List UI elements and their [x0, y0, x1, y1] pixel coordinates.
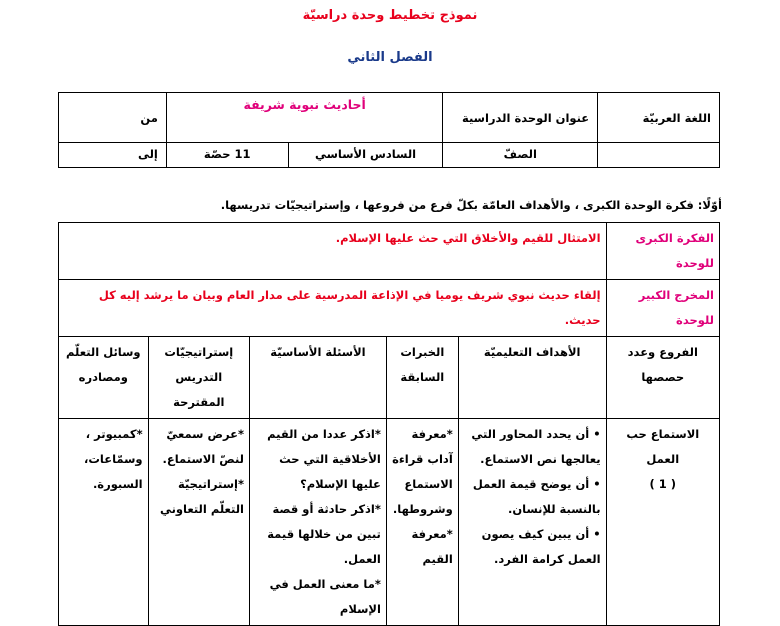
row1-strategies [148, 419, 249, 626]
periods-value: 11 حصّة [166, 143, 288, 168]
row1-questions [249, 419, 386, 626]
big-output-label: المخرج الكبير للوحدة [606, 280, 719, 337]
page-title: نموذج تخطيط وحدة دراسيّة [302, 8, 478, 23]
grade-label: الصفّ [443, 143, 598, 168]
row1-prior-item: *معرفة آداب قراءة الاستماع وشروطها. [392, 427, 453, 516]
row1-prior [386, 419, 458, 626]
big-idea-label: الفكرة الكبرى للوحدة [606, 223, 719, 280]
row1-objective: • أن يحدد المحاور التي يعالجها نص الاستماع. [471, 427, 601, 466]
to-label: إلى [59, 143, 167, 168]
row1-resources [59, 419, 149, 626]
row1-branch-count: ( 1 ) [649, 477, 677, 491]
unit-info-table [58, 92, 720, 168]
row1-question: *ما معنى العمل في الإسلام [269, 577, 381, 616]
col-prior: الخبرات السابقة [386, 337, 458, 419]
col-branches: الفروع وعدد حصصها [606, 337, 719, 419]
row1-objective: • أن يبين كيف يصون العمل كرامة الفرد. [481, 527, 601, 566]
col-strategies: إستراتيجيّات التدريس المقترحة [148, 337, 249, 419]
row1-objectives [458, 419, 606, 626]
col-resources: وسائل التعلّم ومصادره [59, 337, 149, 419]
row1-branch [606, 419, 719, 626]
col-objectives: الأهداف التعليميّة [458, 337, 606, 419]
from-label: من [59, 93, 167, 143]
row1-question: *اذكر حادثة أو قصة تبين من خلالها قيمة العمل. [267, 502, 381, 566]
row1-branch-name: الاستماع حب العمل [626, 427, 700, 466]
intro-text: أوّلًا: فكرة الوحدة الكبرى ، والأهداف العامّة بكلّ فرع من فروعها ، وإستراتيجيّات تدريسها. [220, 198, 722, 212]
big-idea-value: الامتثال للقيم والأخلاق التي حث عليها الإسلام. [59, 223, 607, 280]
unit-title-value: أحاديث نبوية شريفة [166, 93, 443, 143]
row1-resource: *كمبيوتر ، وسمّاعات، السبورة. [84, 427, 143, 491]
unit-title-label: عنوان الوحدة الدراسية [443, 93, 598, 143]
big-output-value: إلقاء حديث نبوي شريف يوميا في الإذاعة المدرسية على مدار العام وبيان ما يرشد إليه كل حديث. [59, 280, 607, 337]
term-title: الفصل الثاني [347, 50, 433, 65]
subject-cell: اللغة العربيّة [598, 93, 720, 143]
col-questions: الأسئلة الأساسيّة [249, 337, 386, 419]
row1-objective: • أن يوضح قيمة العمل بالنسبة للإنسان. [472, 477, 601, 516]
unit-plan-table [58, 222, 720, 626]
grade-value: السادس الأساسي [288, 143, 443, 168]
row1-strategy: *إستراتيجيّة التعلّم التعاوني [159, 477, 244, 516]
row1-question: *اذكر عددا من القيم الأخلاقية التي حث عليها الإسلام؟ [267, 427, 381, 491]
row1-prior-item: *معرفة القيم [411, 527, 453, 566]
row1-strategy: *عرض سمعيّ لنصّ الاستماع. [162, 427, 244, 466]
